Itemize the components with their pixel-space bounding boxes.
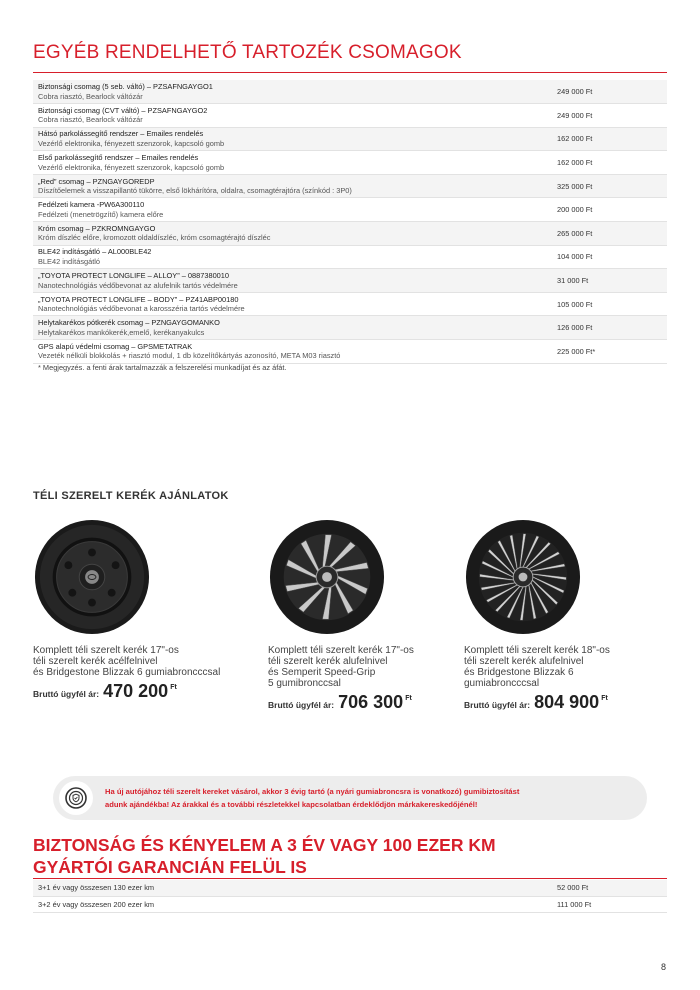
accessory-name: „TOYOTA PROTECT LONGLIFE – BODY” – PZ41ABP00180: [38, 294, 239, 304]
accessory-name: Hátsó parkolássegítő rendszer – Emailes rendelés: [38, 129, 204, 139]
accessory-cell: [33, 151, 554, 175]
warranty-divider: [33, 878, 667, 879]
winter-offer-2: [268, 645, 414, 712]
table-row: [33, 896, 667, 912]
offer-text-line: téli szerelt kerék alufelnivel: [464, 656, 584, 667]
price-label: Bruttó ügyfél ár:: [33, 689, 100, 699]
accessory-desc: Vezérlő elektronika, fényezett szenzorok, kapcsoló gomb: [38, 138, 225, 148]
steel-wheel-image: [33, 518, 151, 636]
table-row: [33, 222, 667, 246]
accessory-desc: Vezérlő elektronika, fényezett szenzorok, kapcsoló gomb: [38, 162, 225, 172]
accessory-cell: [33, 80, 554, 104]
winter-offer-1: [33, 645, 220, 701]
banner-line-2: adunk ajándékba! Az árakkal és a további részletekkel kapcsolatban érdeklődjön márkakereskedőjénél!: [105, 800, 478, 809]
warranty-title-line-1: BIZTONSÁG ÉS KÉNYELEM A 3 ÉV VAGY 100 EZER KM: [33, 835, 496, 855]
price-label: Bruttó ügyfél ár:: [464, 700, 531, 710]
table-row: [33, 880, 667, 896]
offer-text-line: Komplett téli szerelt kerék 18"-os: [464, 645, 610, 656]
warranty-title-line-2: GYÁRTÓI GARANCIÁN FELÜL IS: [33, 857, 307, 877]
accessory-name: Biztonsági csomag (CVT váltó) – PZSAFNGAYGO2: [38, 105, 208, 115]
accessory-name: Króm csomag – PZKROMNGAYGO: [38, 223, 156, 233]
accessory-cell: [33, 222, 554, 246]
offer-text-line: Komplett téli szerelt kerék 17"-os: [33, 645, 179, 656]
table-row: [33, 80, 667, 104]
winter-section-title: TÉLI SZERELT KERÉK AJÁNLATOK: [33, 490, 229, 502]
offer-text-line: és Bridgestone Blizzak 6 gumiabroncccsal: [33, 667, 221, 678]
accessory-cell: [33, 340, 554, 364]
banner-line-1: Ha új autójához téli szerelt kereket vásárol, akkor 3 évig tartó (a nyári gumiabroncsra is vonatkozó) gumibiztosítást: [105, 787, 520, 796]
table-row: [33, 245, 667, 269]
tire-shield-icon: [59, 781, 93, 815]
accessory-cell: [33, 174, 554, 198]
page-number: 8: [661, 962, 667, 972]
accessory-desc: Nanotechnológiás védőbevonat a karosszéria tartós védelmére: [38, 304, 245, 314]
alloy-wheel-17-image: [268, 518, 386, 636]
warranty-desc: 3+1 év vagy összesen 130 ezer km: [33, 880, 554, 896]
accessory-price: 325 000 Ft: [554, 174, 667, 198]
accessory-desc: Díszítőelemek a visszapillantó tükörre, első lökhárítóra, oldalra, csomagtérajtóra (színkód : 3P0): [38, 186, 352, 196]
accessory-cell: [33, 104, 554, 128]
accessory-name: Első parkolássegítő rendszer – Emailes rendelés: [38, 152, 199, 162]
page-title: EGYÉB RENDELHETŐ TARTOZÉK CSOMAGOK: [33, 42, 462, 63]
alloy-wheel-18-image: [464, 518, 582, 636]
accessory-cell: [33, 316, 554, 340]
accessory-desc: Helytakarékos mankókerék,emelő, kerékanyakulcs: [38, 327, 205, 337]
accessory-price: 200 000 Ft: [554, 198, 667, 222]
price-value: 706 300: [338, 692, 404, 712]
title-divider: [33, 72, 667, 73]
table-row: [33, 292, 667, 316]
accessory-name: „Red” csomag – PZNGAYGOREDP: [38, 176, 155, 186]
price-note: * Megjegyzés. a fenti árak tartalmazzák a felszerelési munkadíjat és az áfát.: [38, 363, 287, 372]
offer-price: [268, 692, 414, 712]
warranty-price: 111 000 Ft: [554, 896, 667, 912]
offer-price: [464, 692, 610, 712]
accessory-cell: [33, 269, 554, 293]
offer-text-line: és Bridgestone Blizzak 6: [464, 667, 574, 678]
price-currency: Ft: [405, 695, 412, 702]
offer-text-line: Komplett téli szerelt kerék 17"-os: [268, 645, 414, 656]
accessory-desc: Vezeték nélküli blokkolás + riasztó modul, 1 db közelítőkártyás azonosító, META M03 riasztó: [38, 351, 341, 361]
accessory-name: „TOYOTA PROTECT LONGLIFE – ALLOY” – 0887380010: [38, 270, 230, 280]
accessory-name: Fedélzeti kamera -PW6A300110: [38, 200, 145, 210]
accessory-cell: [33, 127, 554, 151]
price-label: Bruttó ügyfél ár:: [268, 700, 335, 710]
warranty-table: [33, 880, 667, 913]
accessory-price: 225 000 Ft*: [554, 340, 667, 364]
price-currency: Ft: [170, 684, 177, 691]
price-currency: Ft: [601, 695, 608, 702]
accessory-price: 104 000 Ft: [554, 245, 667, 269]
accessory-desc: BLE42 indításgátló: [38, 256, 101, 266]
table-row: [33, 340, 667, 364]
table-row: [33, 269, 667, 293]
banner-text: [105, 785, 519, 811]
price-value: 470 200: [103, 681, 169, 701]
table-row: [33, 151, 667, 175]
offer-price: [33, 681, 220, 701]
accessory-cell: [33, 292, 554, 316]
accessory-cell: [33, 245, 554, 269]
winter-offer-3: [464, 645, 610, 712]
accessory-desc: Cobra riasztó, Bearlock váltózár: [38, 91, 143, 101]
table-row: [33, 316, 667, 340]
offer-text-line: gumiabroncccsal: [464, 678, 540, 689]
price-value: 804 900: [534, 692, 600, 712]
accessory-price: 31 000 Ft: [554, 269, 667, 293]
table-row: [33, 104, 667, 128]
offer-text-line: téli szerelt kerék acélfelnivel: [33, 656, 158, 667]
accessory-cell: [33, 198, 554, 222]
accessory-price: 249 000 Ft: [554, 80, 667, 104]
accessory-desc: Nanotechnológiás védőbevonat az alufelnik tartós védelmére: [38, 280, 238, 290]
accessory-desc: Cobra riasztó, Bearlock váltózár: [38, 115, 143, 125]
warranty-price: 52 000 Ft: [554, 880, 667, 896]
accessory-desc: Króm díszléc előre, kromozott oldaldíszléc, króm csomagtérajtó díszléc: [38, 233, 271, 243]
offer-text-line: téli szerelt kerék alufelnivel: [268, 656, 388, 667]
accessory-price: 265 000 Ft: [554, 222, 667, 246]
accessory-name: GPS alapú védelmi csomag – GPSMETATRAK: [38, 341, 193, 351]
accessory-price: 162 000 Ft: [554, 127, 667, 151]
accessory-name: Biztonsági csomag (5 seb. váltó) – PZSAFNGAYGO1: [38, 81, 213, 91]
table-row: [33, 127, 667, 151]
accessories-table: [33, 80, 667, 364]
warranty-desc: 3+2 év vagy összesen 200 ezer km: [33, 896, 554, 912]
accessory-price: 105 000 Ft: [554, 292, 667, 316]
table-row: [33, 174, 667, 198]
accessory-name: Helytakarékos pótkerék csomag – PZNGAYGOMANKO: [38, 318, 220, 328]
accessory-price: 249 000 Ft: [554, 104, 667, 128]
tire-insurance-banner: [53, 776, 647, 820]
accessory-price: 162 000 Ft: [554, 151, 667, 175]
offer-text-line: és Semperit Speed-Grip: [268, 667, 376, 678]
table-row: [33, 198, 667, 222]
accessory-desc: Fedélzeti (menetrögzítő) kamera előre: [38, 209, 164, 219]
offer-text-line: 5 gumibronccsal: [268, 678, 341, 689]
warranty-title: [33, 834, 496, 878]
accessory-price: 126 000 Ft: [554, 316, 667, 340]
accessory-name: BLE42 indításgátló – AL000BLE42: [38, 247, 152, 257]
